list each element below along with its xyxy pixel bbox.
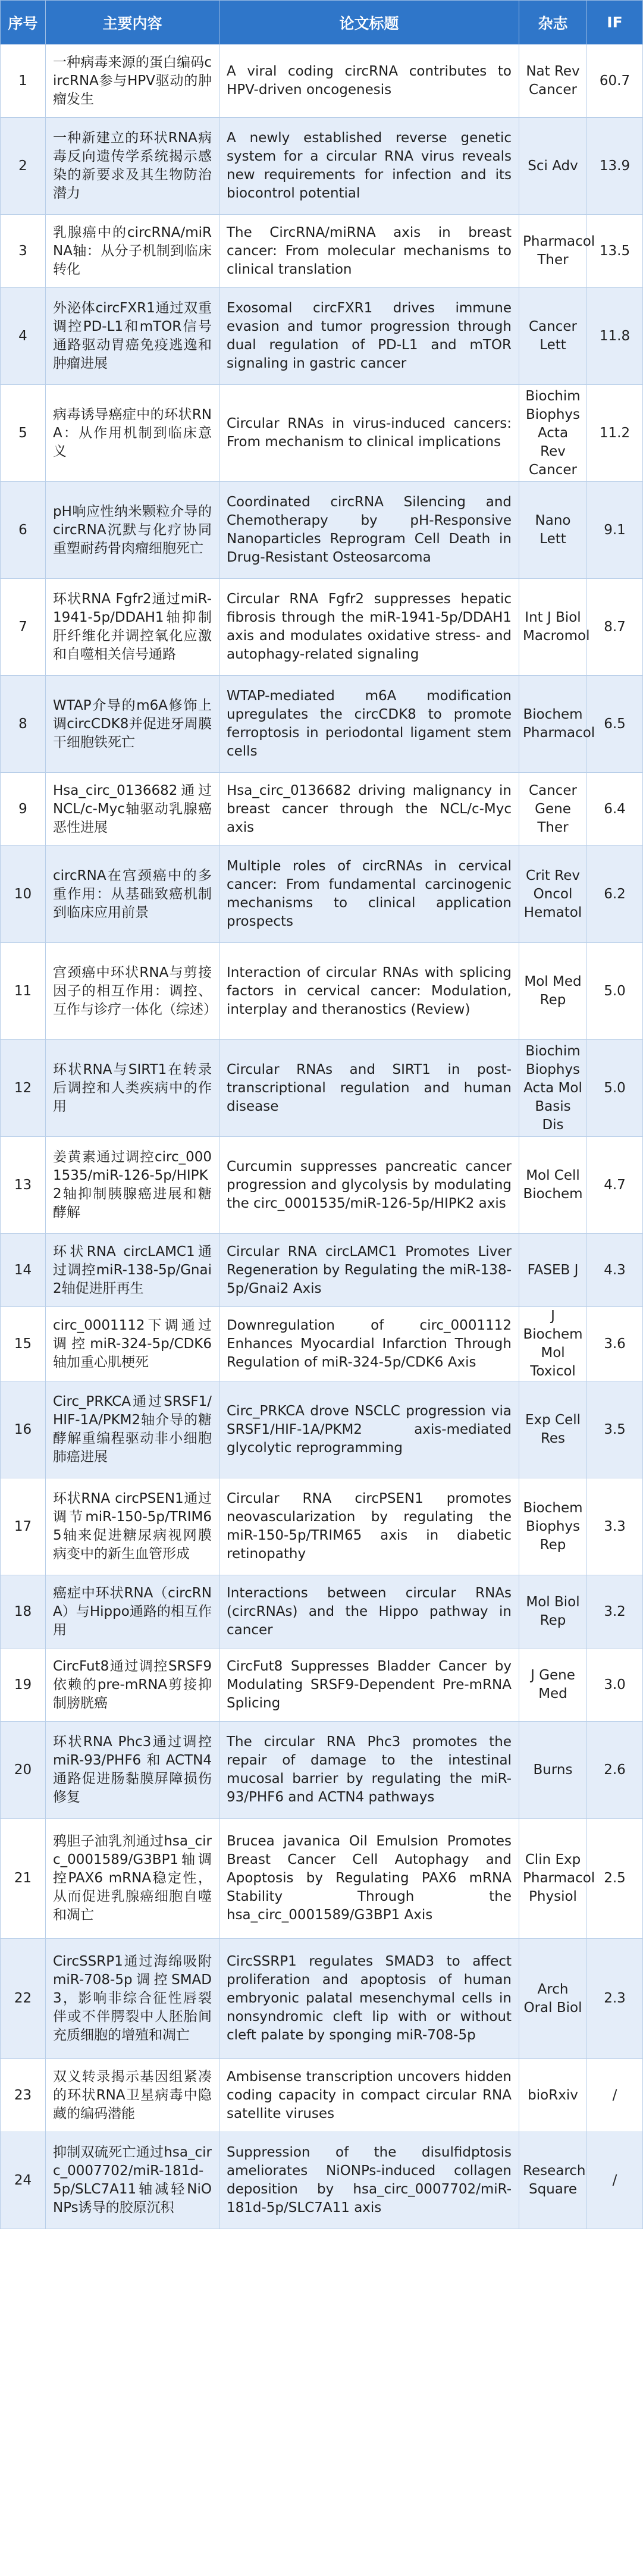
table-row bbox=[1, 1478, 643, 1575]
table-row bbox=[1, 846, 643, 943]
table-row bbox=[1, 1137, 643, 1234]
row-content-zh: 一种新建立的环状RNA病毒反向遗传学系统揭示感染的新要求及其生物防治潜力 bbox=[46, 118, 219, 215]
row-content-zh: 环状RNA Fgfr2通过miR-1941-5p/DDAH1轴抑制肝纤维化并调控氧化应激和自噬相关信号通路 bbox=[46, 579, 219, 676]
row-journal: Pharmacol Ther bbox=[519, 215, 587, 288]
header-row bbox=[1, 1, 643, 45]
table-row bbox=[1, 482, 643, 579]
table-row bbox=[1, 1722, 643, 1819]
row-content-zh: 环状RNA circPSEN1通过调节miR-150-5p/TRIM65轴来促进糖尿病视网膜病变中的新生血管形成 bbox=[46, 1478, 219, 1575]
row-title-en: The CircRNA/miRNA axis in breast cancer: From molecular mechanisms to clinical translation bbox=[219, 215, 519, 288]
row-title-en: Interaction of circular RNAs with splicing factors in cervical cancer: Modulation, interplay and theranostics (Review) bbox=[219, 943, 519, 1040]
row-impact-factor: 6.4 bbox=[587, 773, 643, 846]
row-impact-factor: 2.3 bbox=[587, 1939, 643, 2059]
row-title-en: Suppression of the disulfidptosis ameliorates NiONPs-induced collagen deposition by hsa_circ_0007702/miR-181d-5p/SLC7A11 axis bbox=[219, 2132, 519, 2229]
row-impact-factor: 11.2 bbox=[587, 385, 643, 482]
row-journal: Int J Biol Macromol bbox=[519, 579, 587, 676]
row-title-en: A viral coding circRNA contributes to HPV-driven oncogenesis bbox=[219, 45, 519, 118]
row-impact-factor: / bbox=[587, 2132, 643, 2229]
header-title-en: 论文标题 bbox=[219, 1, 519, 45]
row-journal: Nano Lett bbox=[519, 482, 587, 579]
row-journal: Mol Med Rep bbox=[519, 943, 587, 1040]
row-title-en: Brucea javanica Oil Emulsion Promotes Breast Cancer Cell Autophagy and Apoptosis by Regulating PAX6 mRNA Stability Through the hsa_circ_0001589/G3BP1 Axis bbox=[219, 1819, 519, 1939]
row-journal: Biochem Pharmacol bbox=[519, 676, 587, 773]
row-content-zh: 抑制双硫死亡通过hsa_circ_0007702/miR-181d-5p/SLC7A11轴减轻NiONPs诱导的胶原沉积 bbox=[46, 2132, 219, 2229]
row-journal: Arch Oral Biol bbox=[519, 1939, 587, 2059]
row-journal: Biochim Biophys Acta Rev Cancer bbox=[519, 385, 587, 482]
row-title-en: Curcumin suppresses pancreatic cancer progression and glycolysis by modulating the circ_0001535/miR-126-5p/HIPK2 axis bbox=[219, 1137, 519, 1234]
row-index: 9 bbox=[1, 773, 46, 846]
row-index: 7 bbox=[1, 579, 46, 676]
table-row bbox=[1, 118, 643, 215]
row-index: 21 bbox=[1, 1819, 46, 1939]
table-row bbox=[1, 773, 643, 846]
row-impact-factor: 3.0 bbox=[587, 1649, 643, 1722]
row-index: 16 bbox=[1, 1381, 46, 1478]
row-index: 2 bbox=[1, 118, 46, 215]
row-title-en: Circular RNA circLAMC1 Promotes Liver Regeneration by Regulating the miR-138-5p/Gnai2 Axis bbox=[219, 1234, 519, 1307]
table-row bbox=[1, 1307, 643, 1381]
row-journal: bioRxiv bbox=[519, 2059, 587, 2132]
row-index: 15 bbox=[1, 1307, 46, 1381]
table-row bbox=[1, 288, 643, 385]
table-row bbox=[1, 1234, 643, 1307]
row-index: 13 bbox=[1, 1137, 46, 1234]
table-row bbox=[1, 943, 643, 1040]
row-index: 1 bbox=[1, 45, 46, 118]
row-journal: Crit Rev Oncol Hematol bbox=[519, 846, 587, 943]
row-title-en: Ambisense transcription uncovers hidden coding capacity in compact circular RNA satellite viruses bbox=[219, 2059, 519, 2132]
row-impact-factor: 4.7 bbox=[587, 1137, 643, 1234]
header-index: 序号 bbox=[1, 1, 46, 45]
header-impact-factor: IF bbox=[587, 1, 643, 45]
row-index: 18 bbox=[1, 1575, 46, 1649]
table-row bbox=[1, 2059, 643, 2132]
row-content-zh: 病毒诱导癌症中的环状RNA：从作用机制到临床意义 bbox=[46, 385, 219, 482]
row-journal: Clin Exp Pharmacol Physiol bbox=[519, 1819, 587, 1939]
row-title-en: Circular RNAs in virus-induced cancers: From mechanism to clinical implications bbox=[219, 385, 519, 482]
table-header bbox=[1, 1, 643, 45]
row-content-zh: circ_0001112下调通过调控miR-324-5p/CDK6轴加重心肌梗死 bbox=[46, 1307, 219, 1381]
table-body bbox=[1, 45, 643, 2229]
table-row bbox=[1, 45, 643, 118]
row-title-en: Circular RNA circPSEN1 promotes neovascularization by regulating the miR-150-5p/TRIM65 axis in diabetic retinopathy bbox=[219, 1478, 519, 1575]
row-content-zh: 环状RNA Phc3通过调控miR-93/PHF6和ACTN4通路促进肠黏膜屏障损伤修复 bbox=[46, 1722, 219, 1819]
row-journal: Nat Rev Cancer bbox=[519, 45, 587, 118]
row-title-en: CircSSRP1 regulates SMAD3 to affect proliferation and apoptosis of human embryonic palatal mesenchymal cells in nonsyndromic cleft lip with or without cleft palate by sponging miR-708-5p bbox=[219, 1939, 519, 2059]
row-impact-factor: 8.7 bbox=[587, 579, 643, 676]
row-index: 12 bbox=[1, 1040, 46, 1137]
row-impact-factor: 6.5 bbox=[587, 676, 643, 773]
row-content-zh: WTAP介导的m6A修饰上调circCDK8并促进牙周膜干细胞铁死亡 bbox=[46, 676, 219, 773]
table-row bbox=[1, 215, 643, 288]
row-content-zh: CircSSRP1通过海绵吸附miR-708-5p调控SMAD3，影响非综合征性唇裂伴或不伴腭裂中人胚胎间充质细胞的增殖和凋亡 bbox=[46, 1939, 219, 2059]
row-impact-factor: 13.9 bbox=[587, 118, 643, 215]
table-row bbox=[1, 579, 643, 676]
row-journal: Cancer Lett bbox=[519, 288, 587, 385]
row-index: 23 bbox=[1, 2059, 46, 2132]
row-impact-factor: 4.3 bbox=[587, 1234, 643, 1307]
row-content-zh: pH响应性纳米颗粒介导的circRNA沉默与化疗协同重塑耐药骨肉瘤细胞死亡 bbox=[46, 482, 219, 579]
row-title-en: Interactions between circular RNAs (circRNAs) and the Hippo pathway in cancer bbox=[219, 1575, 519, 1649]
row-journal: Research Square bbox=[519, 2132, 587, 2229]
table-row bbox=[1, 1381, 643, 1478]
row-index: 17 bbox=[1, 1478, 46, 1575]
row-impact-factor: 5.0 bbox=[587, 943, 643, 1040]
row-impact-factor: 11.8 bbox=[587, 288, 643, 385]
row-journal: J Gene Med bbox=[519, 1649, 587, 1722]
row-impact-factor: 3.2 bbox=[587, 1575, 643, 1649]
row-content-zh: Circ_PRKCA通过SRSF1/HIF-1A/PKM2轴介导的糖酵解重编程驱动非小细胞肺癌进展 bbox=[46, 1381, 219, 1478]
table-row bbox=[1, 385, 643, 482]
row-index: 4 bbox=[1, 288, 46, 385]
row-content-zh: circRNA在宫颈癌中的多重作用：从基础致癌机制到临床应用前景 bbox=[46, 846, 219, 943]
row-title-en: CircFut8 Suppresses Bladder Cancer by Modulating SRSF9-Dependent Pre-mRNA Splicing bbox=[219, 1649, 519, 1722]
row-content-zh: 鸦胆子油乳剂通过hsa_circ_0001589/G3BP1轴调控PAX6 mRNA稳定性，从而促进乳腺癌细胞自噬和凋亡 bbox=[46, 1819, 219, 1939]
header-content-zh: 主要内容 bbox=[46, 1, 219, 45]
row-title-en: A newly established reverse genetic system for a circular RNA virus reveals new requirements for infection and its biocontrol potential bbox=[219, 118, 519, 215]
row-index: 11 bbox=[1, 943, 46, 1040]
row-impact-factor: 5.0 bbox=[587, 1040, 643, 1137]
row-journal: J Biochem Mol Toxicol bbox=[519, 1307, 587, 1381]
row-journal: Burns bbox=[519, 1722, 587, 1819]
row-impact-factor: 3.3 bbox=[587, 1478, 643, 1575]
row-content-zh: CircFut8通过调控SRSF9依赖的pre-mRNA剪接抑制膀胱癌 bbox=[46, 1649, 219, 1722]
row-journal: Cancer Gene Ther bbox=[519, 773, 587, 846]
row-title-en: Exosomal circFXR1 drives immune evasion and tumor progression through dual regulation of PD-L1 and mTOR signaling in gastric cancer bbox=[219, 288, 519, 385]
row-content-zh: 外泌体circFXR1通过双重调控PD-L1和mTOR信号通路驱动胃癌免疫逃逸和肿瘤进展 bbox=[46, 288, 219, 385]
table-row bbox=[1, 1040, 643, 1137]
row-title-en: Hsa_circ_0136682 driving malignancy in breast cancer through the NCL/c-Myc axis bbox=[219, 773, 519, 846]
row-content-zh: 双义转录揭示基因组紧凑的环状RNA卫星病毒中隐藏的编码潜能 bbox=[46, 2059, 219, 2132]
row-content-zh: 癌症中环状RNA（circRNA）与Hippo通路的相互作用 bbox=[46, 1575, 219, 1649]
row-index: 22 bbox=[1, 1939, 46, 2059]
row-impact-factor: 60.7 bbox=[587, 45, 643, 118]
table-row bbox=[1, 676, 643, 773]
table-row bbox=[1, 2132, 643, 2229]
row-impact-factor: / bbox=[587, 2059, 643, 2132]
row-content-zh: 宫颈癌中环状RNA与剪接因子的相互作用：调控、互作与诊疗一体化（综述） bbox=[46, 943, 219, 1040]
row-index: 19 bbox=[1, 1649, 46, 1722]
row-impact-factor: 9.1 bbox=[587, 482, 643, 579]
row-title-en: Multiple roles of circRNAs in cervical cancer: From fundamental carcinogenic mechanisms to clinical application prospects bbox=[219, 846, 519, 943]
row-journal: FASEB J bbox=[519, 1234, 587, 1307]
row-index: 6 bbox=[1, 482, 46, 579]
row-journal: Mol Biol Rep bbox=[519, 1575, 587, 1649]
row-content-zh: Hsa_circ_0136682通过NCL/c-Myc轴驱动乳腺癌恶性进展 bbox=[46, 773, 219, 846]
row-impact-factor: 6.2 bbox=[587, 846, 643, 943]
row-journal: Biochem Biophys Rep bbox=[519, 1478, 587, 1575]
table-row bbox=[1, 1939, 643, 2059]
row-impact-factor: 2.5 bbox=[587, 1819, 643, 1939]
row-index: 14 bbox=[1, 1234, 46, 1307]
row-impact-factor: 13.5 bbox=[587, 215, 643, 288]
row-index: 20 bbox=[1, 1722, 46, 1819]
row-impact-factor: 3.6 bbox=[587, 1307, 643, 1381]
row-impact-factor: 2.6 bbox=[587, 1722, 643, 1819]
header-journal: 杂志 bbox=[519, 1, 587, 45]
row-title-en: The circular RNA Phc3 promotes the repair of damage to the intestinal mucosal barrier by regulating the miR-93/PHF6 and ACTN4 pathways bbox=[219, 1722, 519, 1819]
row-title-en: Circular RNA Fgfr2 suppresses hepatic fibrosis through the miR-1941-5p/DDAH1 axis and modulates oxidative stress- and autophagy-related signaling bbox=[219, 579, 519, 676]
row-title-en: Circular RNAs and SIRT1 in post-transcriptional regulation and human disease bbox=[219, 1040, 519, 1137]
row-index: 8 bbox=[1, 676, 46, 773]
row-index: 3 bbox=[1, 215, 46, 288]
row-content-zh: 一种病毒来源的蛋白编码circRNA参与HPV驱动的肿瘤发生 bbox=[46, 45, 219, 118]
row-title-en: Coordinated circRNA Silencing and Chemotherapy by pH-Responsive Nanoparticles Reprogram Cell Death in Drug-Resistant Osteosarcoma bbox=[219, 482, 519, 579]
row-journal: Mol Cell Biochem bbox=[519, 1137, 587, 1234]
row-index: 5 bbox=[1, 385, 46, 482]
row-title-en: WTAP-mediated m6A modification upregulates the circCDK8 to promote ferroptosis in periodontal ligament stem cells bbox=[219, 676, 519, 773]
row-impact-factor: 3.5 bbox=[587, 1381, 643, 1478]
row-title-en: Circ_PRKCA drove NSCLC progression via SRSF1/HIF-1A/PKM2 axis-mediated glycolytic reprogramming bbox=[219, 1381, 519, 1478]
row-content-zh: 姜黄素通过调控circ_0001535/miR-126-5p/HIPK2轴抑制胰腺癌进展和糖酵解 bbox=[46, 1137, 219, 1234]
row-journal: Biochim Biophys Acta Mol Basis Dis bbox=[519, 1040, 587, 1137]
row-content-zh: 乳腺癌中的circRNA/miRNA轴：从分子机制到临床转化 bbox=[46, 215, 219, 288]
row-index: 24 bbox=[1, 2132, 46, 2229]
row-title-en: Downregulation of circ_0001112 Enhances Myocardial Infarction Through Regulation of miR-324-5p/CDK6 Axis bbox=[219, 1307, 519, 1381]
row-content-zh: 环状RNA circLAMC1通过调控miR-138-5p/Gnai2轴促进肝再生 bbox=[46, 1234, 219, 1307]
row-journal: Sci Adv bbox=[519, 118, 587, 215]
row-index: 10 bbox=[1, 846, 46, 943]
table-row bbox=[1, 1819, 643, 1939]
table-row bbox=[1, 1575, 643, 1649]
row-content-zh: 环状RNA与SIRT1在转录后调控和人类疾病中的作用 bbox=[46, 1040, 219, 1137]
row-journal: Exp Cell Res bbox=[519, 1381, 587, 1478]
table-row bbox=[1, 1649, 643, 1722]
